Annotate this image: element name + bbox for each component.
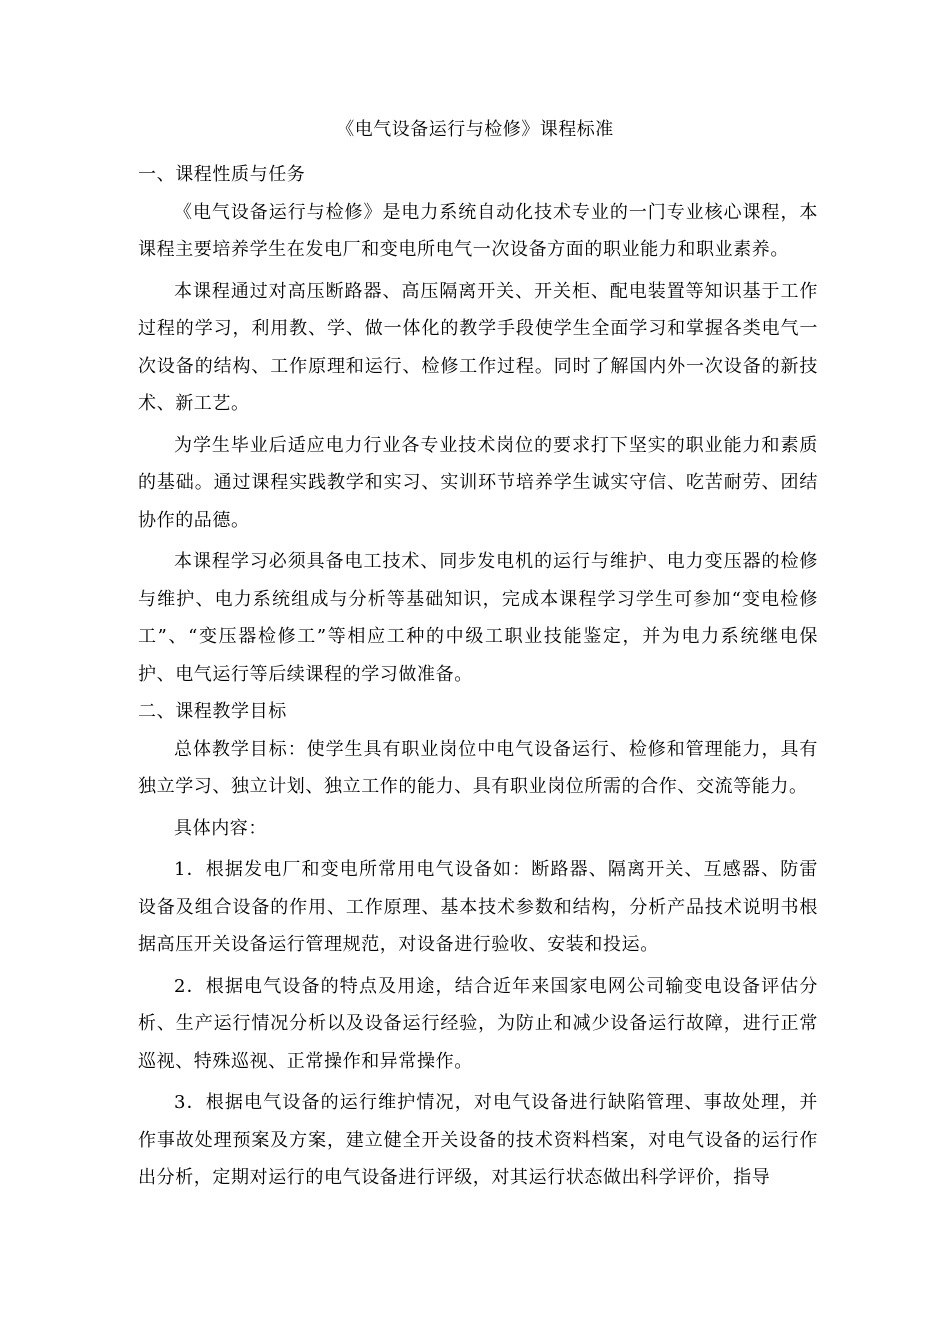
document-title: 《电气设备运行与检修》课程标准 (336, 119, 614, 140)
paragraph-overall-goal: 总体教学目标：使学生具有职业岗位中电气设备运行、检修和管理能力，具有独立学习、独立计划、独立工作的能力、具有职业岗位所需的合作、交流等能力。 (138, 738, 818, 797)
section-heading-teaching-goals: 二、课程教学目标 (138, 701, 287, 722)
document-body (138, 156, 818, 1197)
paragraph-specific-content-label: 具体内容： (174, 817, 267, 839)
section-heading-nature-and-task: 一、课程性质与任务 (138, 164, 306, 185)
list-item-1: 1．根据发电厂和变电所常用电气设备如：断路器、隔离开关、互感器、防雷设备及组合设备的作用、工作原理、基本技术参数和结构，分析产品技术说明书根据高压开关设备运行管理规范，对设备进行验收、安装和投运。 (138, 859, 818, 955)
list-item-2: 2．根据电气设备的特点及用途，结合近年来国家电网公司输变电设备评估分析、生产运行情况分析以及设备运行经验，为防止和减少设备运行故障，进行正常巡视、特殊巡视、正常操作和异常操作。 (138, 975, 818, 1072)
paragraph-career-foundation: 为学生毕业后适应电力行业各专业技术岗位的要求打下坚实的职业能力和素质的基础。通过课程实践教学和实习、实训环节培养学生诚实守信、吃苦耐劳、团结协作的品德。 (138, 434, 818, 531)
list-item-3: 3．根据电气设备的运行维护情况，对电气设备进行缺陷管理、事故处理，并作事故处理预案及方案，建立健全开关设备的技术资料档案，对电气设备的运行作出分析，定期对运行的电气设备进行评级，对其运行状态做出科学评价，指导 (138, 1092, 818, 1188)
paragraph-prerequisites: 本课程学习必须具备电工技术、同步发电机的运行与维护、电力变压器的检修与维护、电力系统组成与分析等基础知识，完成本课程学习学生可参加“变电检修工”、“变压器检修工”等相应工种的中级工职业技能鉴定，并为电力系统继电保护、电气运行等后续课程的学习做准备。 (138, 551, 818, 685)
paragraph-course-content: 本课程通过对高压断路器、高压隔离开关、开关柜、配电装置等知识基于工作过程的学习，利用教、学、做一体化的教学手段使学生全面学习和掌握各类电气一次设备的结构、工作原理和运行、检修工作过程。同时了解国内外一次设备的新技术、新工艺。 (138, 280, 818, 414)
paragraph-course-overview: 《电气设备运行与检修》是电力系统自动化技术专业的一门专业核心课程，本课程主要培养学生在发电厂和变电所电气一次设备方面的职业能力和职业素养。 (138, 201, 818, 260)
